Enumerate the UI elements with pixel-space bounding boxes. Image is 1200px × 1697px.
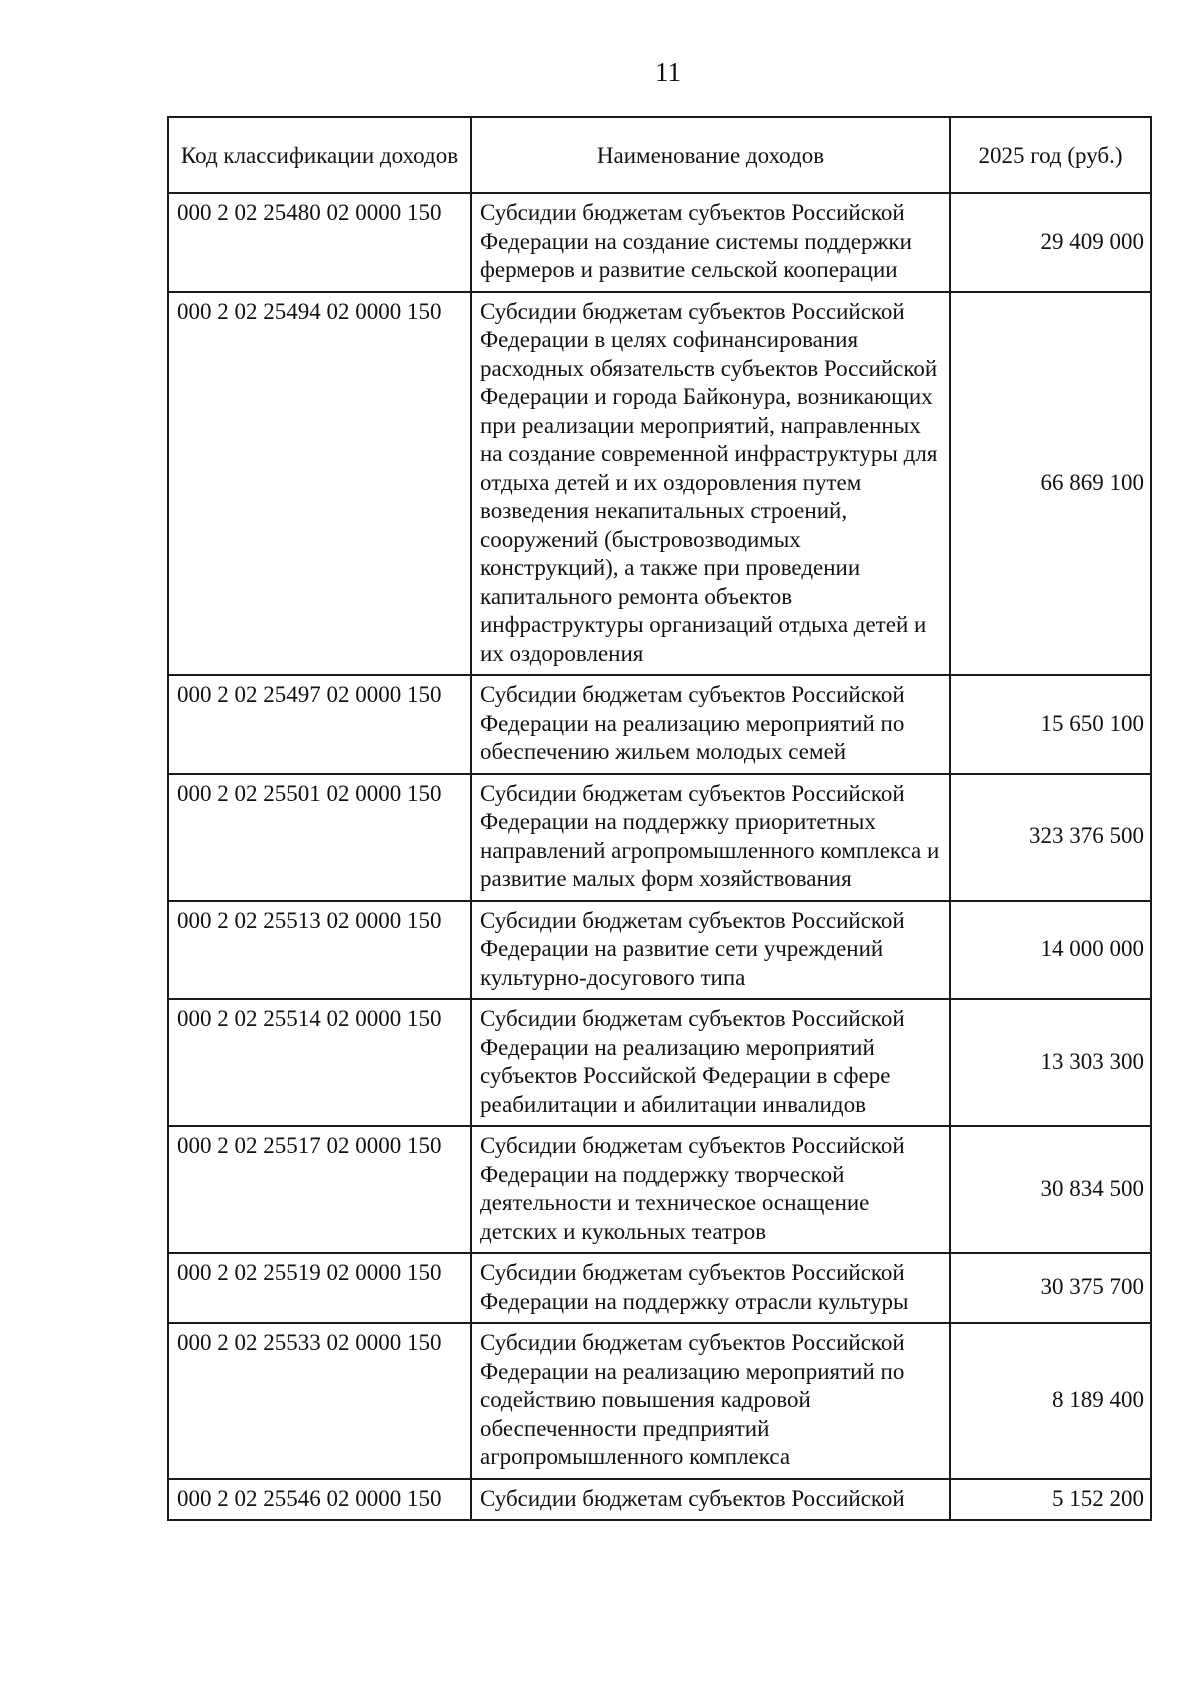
row-amount: 13 303 300	[950, 999, 1151, 1126]
row-name: Субсидии бюджетам субъектов Российской Федерации на реализацию мероприятий по содействию повышения кадровой обеспеченности предприятий агропромышленного комплекса	[471, 1323, 950, 1479]
table-row	[168, 1126, 1151, 1253]
row-amount: 30 834 500	[950, 1126, 1151, 1253]
table-row	[168, 901, 1151, 1000]
row-name: Субсидии бюджетам субъектов Российской Федерации в целях софинансирования расходных обязательств субъектов Российской Федерации и города Байконура, возникающих при реализации мероприятий, направленных на создание современной инфраструктуры для отдыха детей и их оздоровления путем возведения некапитальных строений, сооружений (быстровозводимых конструкций), а также при проведении капитального ремонта объектов инфраструктуры организаций отдыха детей и их оздоровления	[471, 292, 950, 676]
table-row	[168, 999, 1151, 1126]
table-row	[168, 292, 1151, 676]
row-code: 000 2 02 25480 02 0000 150	[168, 193, 471, 292]
table-row	[168, 1479, 1151, 1521]
row-code: 000 2 02 25533 02 0000 150	[168, 1323, 471, 1479]
table-row	[168, 1323, 1151, 1479]
row-code: 000 2 02 25514 02 0000 150	[168, 999, 471, 1126]
header-name: Наименование доходов	[471, 117, 950, 193]
row-amount: 15 650 100	[950, 675, 1151, 774]
header-code: Код классификации доходов	[168, 117, 471, 193]
row-code: 000 2 02 25494 02 0000 150	[168, 292, 471, 676]
row-code: 000 2 02 25519 02 0000 150	[168, 1253, 471, 1323]
row-amount: 8 189 400	[950, 1323, 1151, 1479]
row-amount: 29 409 000	[950, 193, 1151, 292]
table-row	[168, 193, 1151, 292]
row-name: Субсидии бюджетам субъектов Российской Федерации на развитие сети учреждений культурно-досугового типа	[471, 901, 950, 1000]
row-name: Субсидии бюджетам субъектов Российской Федерации на поддержку отрасли культуры	[471, 1253, 950, 1323]
row-name: Субсидии бюджетам субъектов Российской Федерации на поддержку приоритетных направлений агропромышленного комплекса и развитие малых форм хозяйствования	[471, 774, 950, 901]
table-header-row	[168, 117, 1151, 193]
row-name: Субсидии бюджетам субъектов Российской Федерации на поддержку творческой деятельности и техническое оснащение детских и кукольных театров	[471, 1126, 950, 1253]
row-amount: 66 869 100	[950, 292, 1151, 676]
row-amount: 5 152 200	[950, 1479, 1151, 1521]
header-amount: 2025 год (руб.)	[950, 117, 1151, 193]
row-amount: 323 376 500	[950, 774, 1151, 901]
row-amount: 14 000 000	[950, 901, 1151, 1000]
row-name: Субсидии бюджетам субъектов Российской Федерации на создание системы поддержки фермеров и развитие сельской кооперации	[471, 193, 950, 292]
row-name: Субсидии бюджетам субъектов Российской Федерации на реализацию мероприятий субъектов Российской Федерации в сфере реабилитации и абилитации инвалидов	[471, 999, 950, 1126]
row-code: 000 2 02 25501 02 0000 150	[168, 774, 471, 901]
row-name: Субсидии бюджетам субъектов Российской Федерации на реализацию мероприятий по обеспечению жильем молодых семей	[471, 675, 950, 774]
row-code: 000 2 02 25546 02 0000 150	[168, 1479, 471, 1521]
page-number: 11	[655, 57, 681, 87]
row-code: 000 2 02 25513 02 0000 150	[168, 901, 471, 1000]
table-row	[168, 1253, 1151, 1323]
row-code: 000 2 02 25497 02 0000 150	[168, 675, 471, 774]
row-code: 000 2 02 25517 02 0000 150	[168, 1126, 471, 1253]
row-name: Субсидии бюджетам субъектов Российской	[471, 1479, 950, 1521]
table-row	[168, 774, 1151, 901]
table-row	[168, 675, 1151, 774]
revenue-table	[167, 116, 1152, 1521]
row-amount: 30 375 700	[950, 1253, 1151, 1323]
